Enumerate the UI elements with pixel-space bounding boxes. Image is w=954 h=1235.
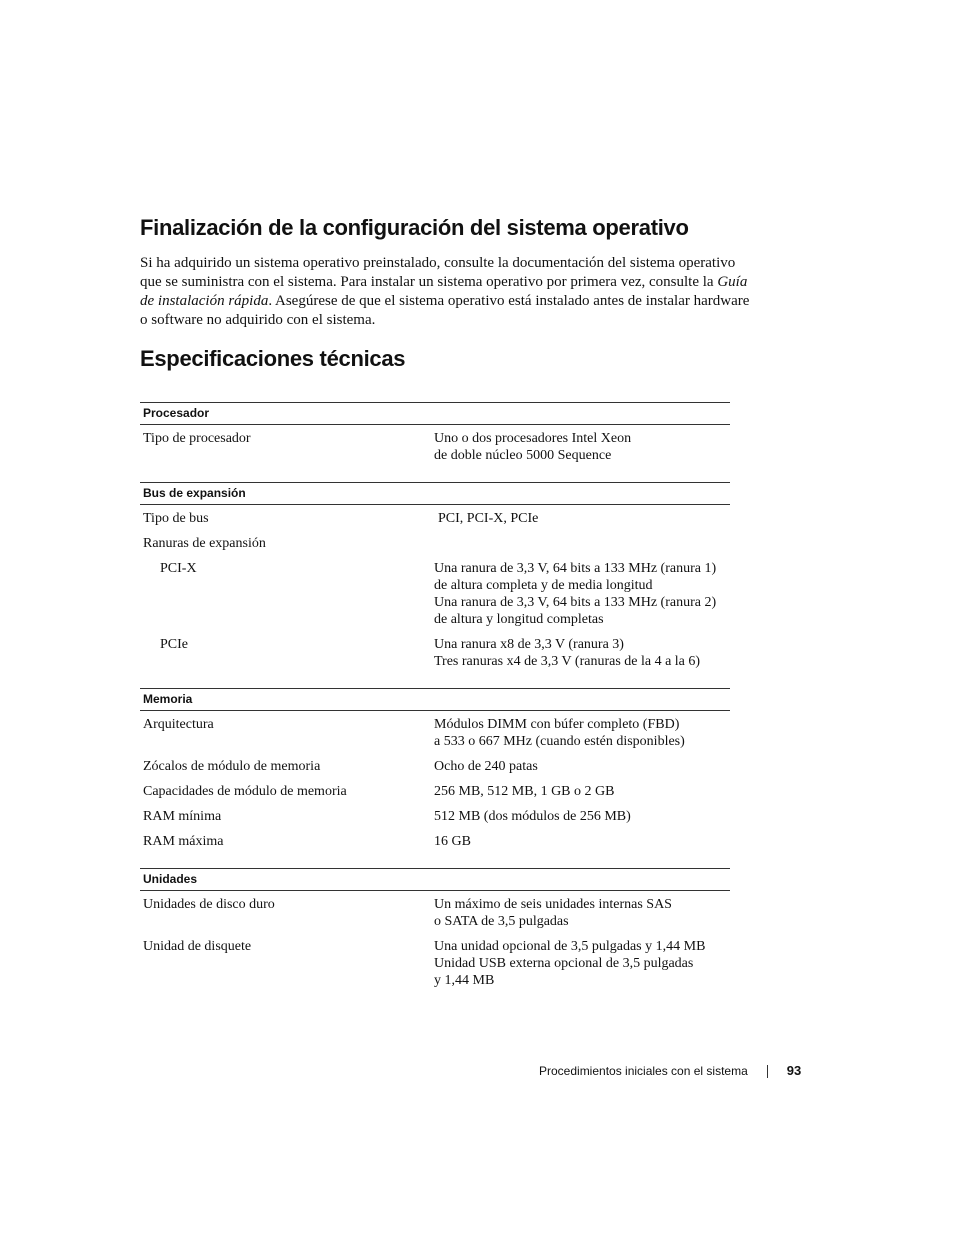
spec-label: Tipo de bus: [143, 511, 209, 526]
footer-separator: [767, 1065, 768, 1078]
spec-value: [434, 896, 730, 930]
paragraph-line: Si ha adquirido un sistema operativo preinstalado, consulte la documentación del sistema operativo: [140, 255, 736, 271]
spec-label: RAM mínima: [143, 809, 222, 824]
guide-title-italic: de instalación rápida: [140, 293, 269, 309]
spec-value-line: Una ranura x8 de 3,3 V (ranura 3): [434, 637, 624, 652]
spec-label: PCIe: [160, 637, 188, 652]
spec-row-sockets: [140, 758, 730, 775]
paragraph-text: . Asegúrese de que el sistema operativo está instalado antes de instalar hardware: [268, 293, 750, 309]
spec-value: [434, 636, 730, 670]
spec-label: PCI-X: [160, 561, 197, 576]
page-footer: [539, 1062, 801, 1080]
spec-value: 256 MB, 512 MB, 1 GB o 2 GB: [434, 784, 615, 799]
spec-row-bus-type: [140, 510, 730, 527]
spec-value-line: de doble núcleo 5000 Sequence: [434, 448, 612, 463]
section-title-specs: Especificaciones técnicas: [140, 346, 406, 371]
spec-value-line: Un máximo de seis unidades internas SAS: [434, 897, 672, 912]
paragraph-line: [140, 292, 792, 311]
paragraph-text: que se suministra con el sistema. Para instalar un sistema operativo por primera vez, consulte la: [140, 274, 718, 290]
spec-row-pcie: [140, 636, 730, 670]
spec-value-line: Una unidad opcional de 3,5 pulgadas y 1,44 MB: [434, 939, 706, 954]
spec-row-hdd: [140, 896, 730, 930]
spec-heading-memory: Memoria: [140, 688, 730, 711]
spec-label: Arquitectura: [143, 717, 214, 732]
spec-value-line: Una ranura de 3,3 V, 64 bits a 133 MHz (ranura 1): [434, 561, 717, 576]
spec-value-line: de altura completa y de media longitud: [434, 578, 653, 593]
spec-label: Capacidades de módulo de memoria: [143, 784, 347, 799]
spec-heading-processor: Procesador: [140, 402, 730, 425]
spec-value-line: Módulos DIMM con búfer completo (FBD): [434, 717, 680, 732]
spec-value: PCI, PCI-X, PCIe: [438, 511, 539, 526]
paragraph-line: o software no adquirido con el sistema.: [140, 312, 376, 328]
specs-table: [140, 402, 730, 989]
spec-value-line: Una ranura de 3,3 V, 64 bits a 133 MHz (ranura 2): [434, 595, 717, 610]
spec-row-pcix: [140, 560, 730, 628]
spec-label: Unidad de disquete: [143, 939, 252, 954]
spec-value: 16 GB: [434, 834, 471, 849]
spec-value: [434, 560, 730, 628]
spec-value-line: o SATA de 3,5 pulgadas: [434, 914, 569, 929]
spec-row-architecture: [140, 716, 730, 750]
spec-value-line: y 1,44 MB: [434, 973, 495, 988]
footer-title: Procedimientos iniciales con el sistema: [539, 1064, 748, 1078]
spec-value-line: Unidad USB externa opcional de 3,5 pulgadas: [434, 956, 694, 971]
spec-value-line: a 533 o 667 MHz (cuando estén disponibles): [434, 734, 685, 749]
spec-value-line: de altura y longitud completas: [434, 612, 604, 627]
guide-title-italic: Guía: [717, 274, 748, 290]
spec-heading-drives: Unidades: [140, 868, 730, 891]
spec-value: [434, 430, 730, 464]
spec-heading-bus: Bus de expansión: [140, 482, 730, 505]
spec-value: [434, 938, 730, 989]
page-number: 93: [786, 1063, 802, 1078]
spec-value: Ocho de 240 patas: [434, 759, 538, 774]
spec-label: Tipo de procesador: [143, 431, 251, 446]
spec-row-processor-type: [140, 430, 730, 464]
spec-row-capacities: [140, 783, 730, 800]
spec-row-slots: [140, 535, 730, 552]
spec-value: [434, 716, 730, 750]
paragraph-line: [140, 273, 792, 292]
spec-row-ram-min: [140, 808, 730, 825]
spec-value-line: Tres ranuras x4 de 3,3 V (ranuras de la 4 a la 6): [434, 654, 701, 669]
spec-row-floppy: [140, 938, 730, 989]
spec-value: 512 MB (dos módulos de 256 MB): [434, 809, 631, 824]
spec-label: Zócalos de módulo de memoria: [143, 759, 321, 774]
section-title-os-setup: Finalización de la configuración del sistema operativo: [140, 215, 689, 240]
spec-label: Ranuras de expansión: [143, 536, 266, 551]
spec-label: Unidades de disco duro: [143, 897, 275, 912]
spec-row-ram-max: [140, 833, 730, 850]
os-setup-paragraph: [140, 254, 792, 330]
spec-value-line: Uno o dos procesadores Intel Xeon: [434, 431, 632, 446]
spec-label: RAM máxima: [143, 834, 224, 849]
